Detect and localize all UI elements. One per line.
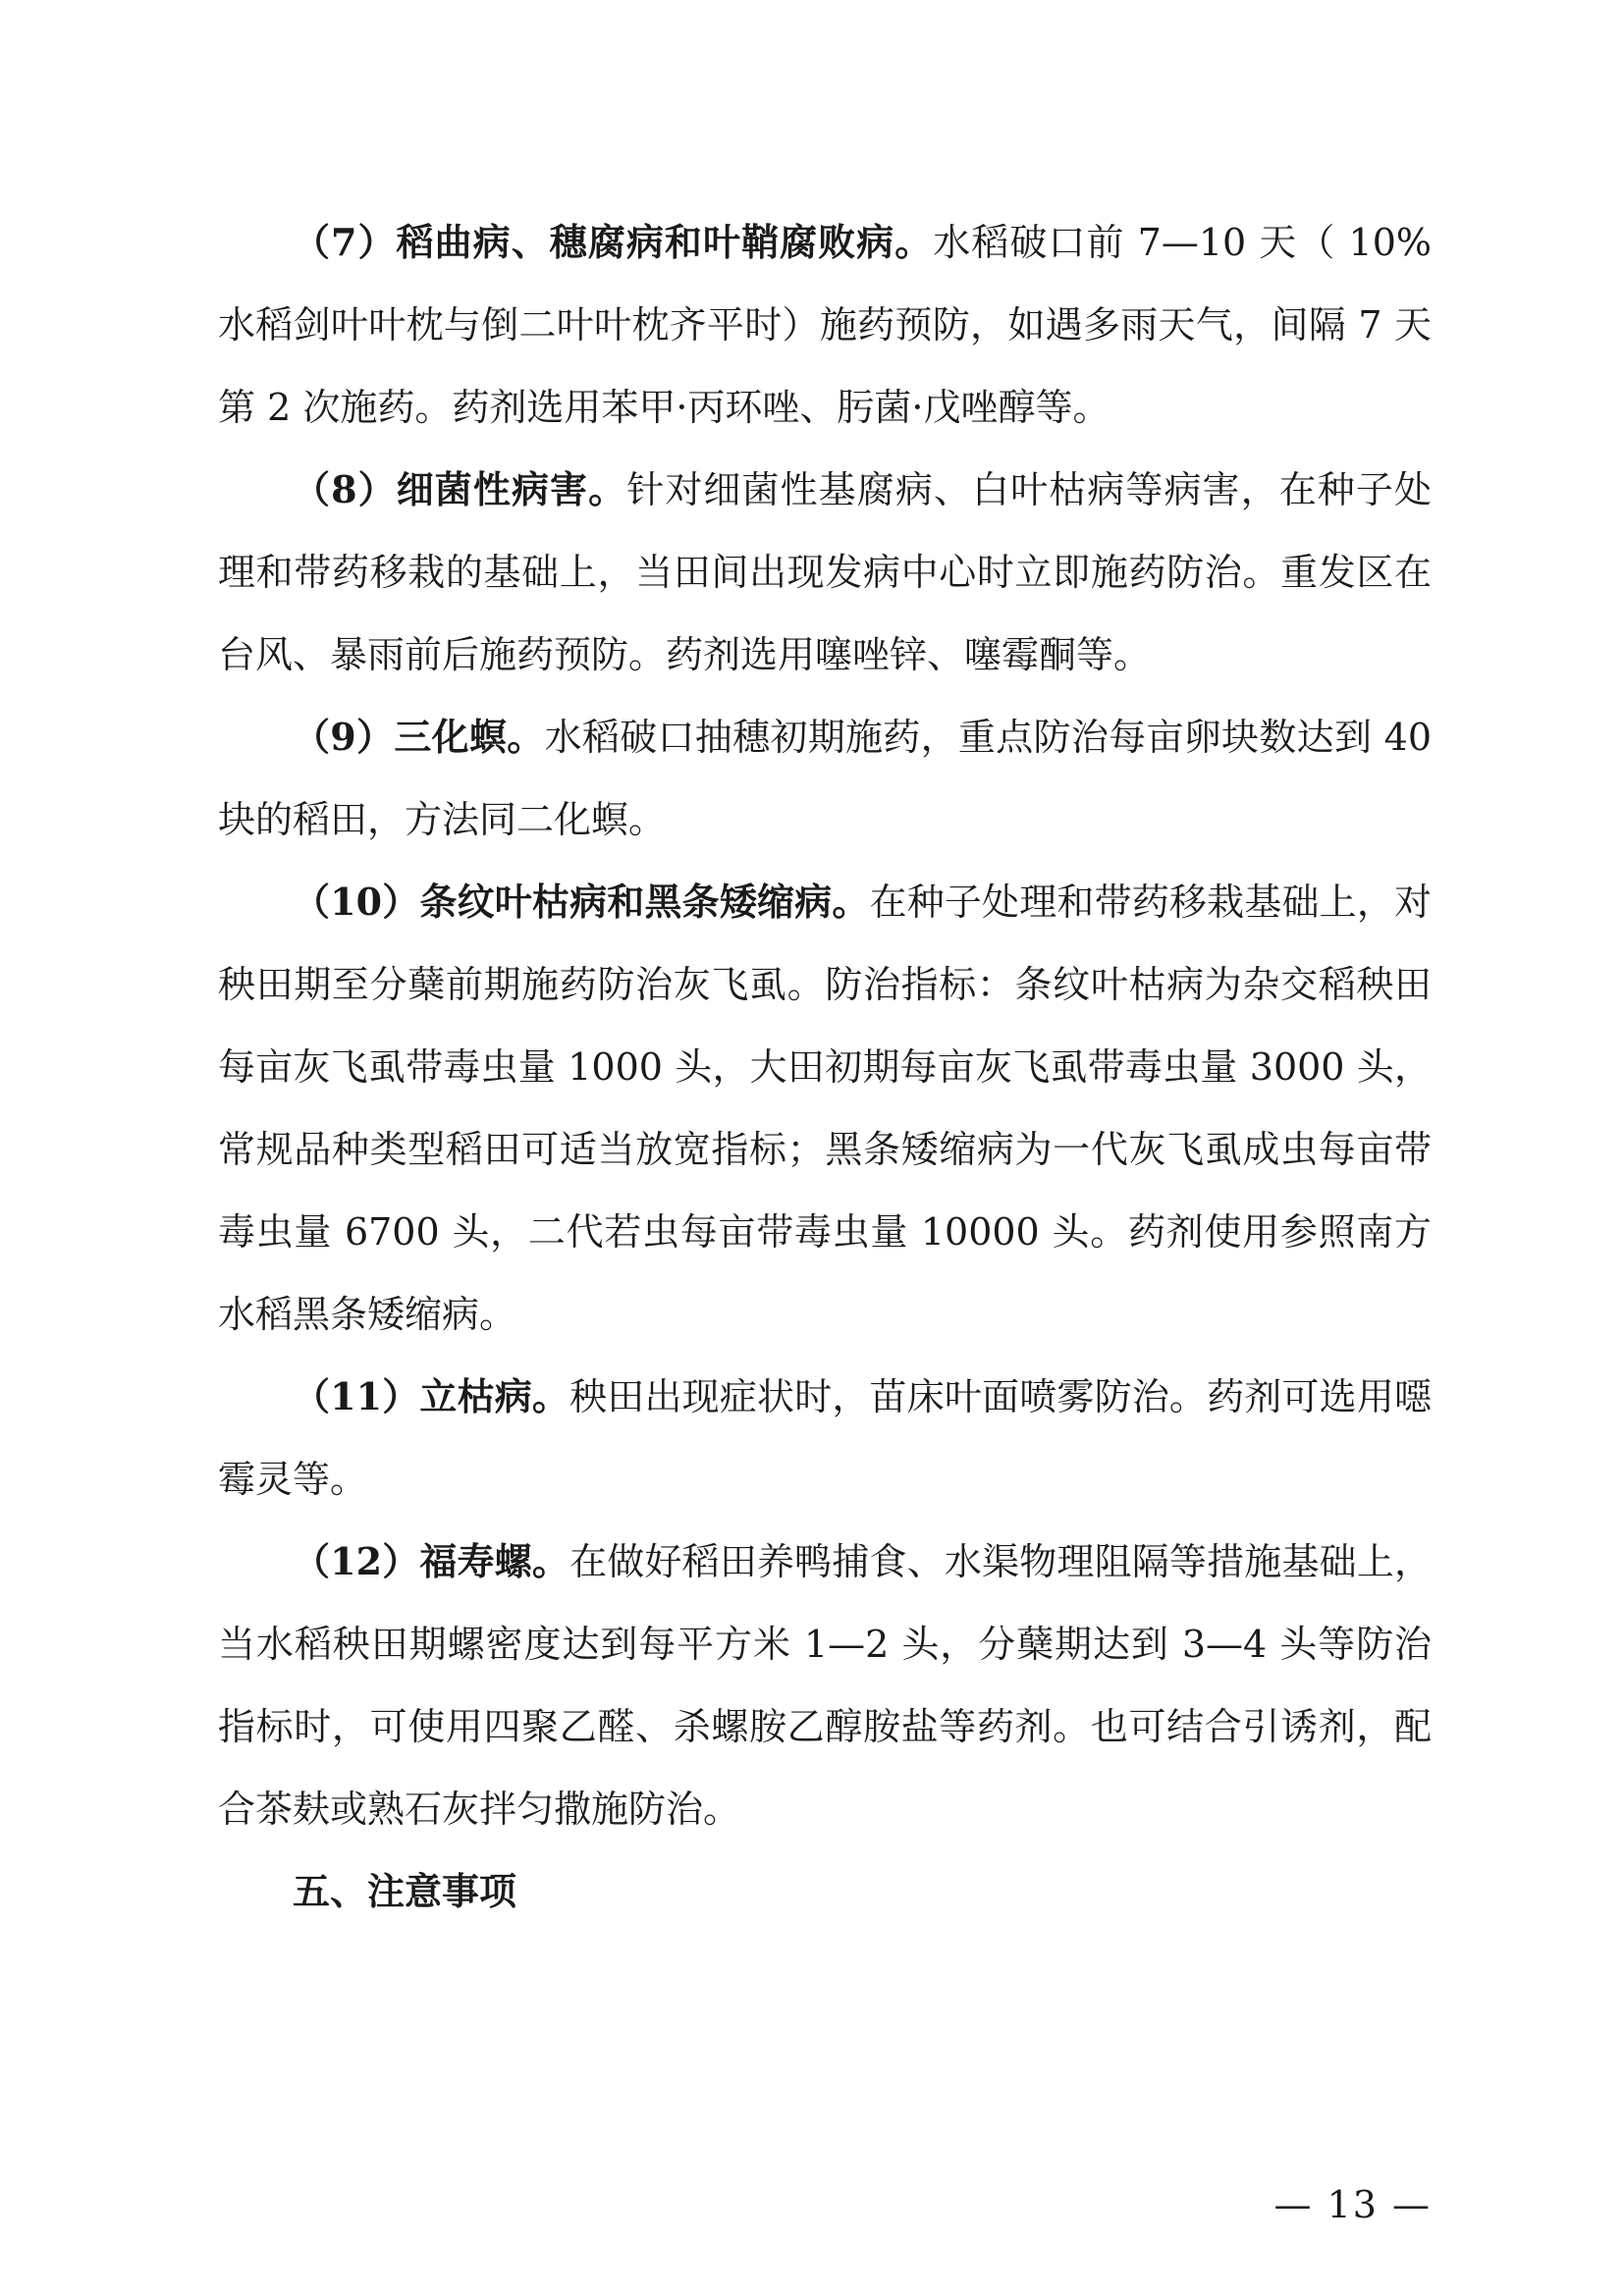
page-number: — 13 —	[1273, 2183, 1432, 2226]
paragraph-text: 秧田出现症状时，苗床叶面喷雾防治。药剂可选用噁霉灵等。	[218, 1375, 1432, 1501]
paragraph-lead: （12）福寿螺。	[293, 1539, 570, 1583]
paragraph-damping-off	[218, 1356, 1432, 1521]
paragraph-text: 水稻破口抽穗初期施药，重点防治每亩卵块数达到 40 块的稻田，方法同二化螟。	[218, 716, 1432, 841]
paragraph-lead: （9）三化螟。	[293, 715, 545, 759]
paragraph-text: 在做好稻田养鸭捕食、水渠物理阻隔等措施基础上，当水稻秧田期螺密度达到每平方米 1—2 头，分蘖期达到 3—4 头等防治指标时，可使用四聚乙醛、杀螺胺乙醇胺盐等药剂。也可结合引诱剂，配合茶麸或熟石灰拌匀撒施防治。	[218, 1540, 1432, 1831]
paragraph-lead: （11）立枯病。	[293, 1374, 570, 1418]
paragraph-stripe-virus	[218, 861, 1432, 1356]
paragraph-lead: （10）条纹叶枯病和黑条矮缩病。	[293, 880, 870, 924]
paragraph-text: 水稻破口前 7—10 天（ 10% 水稻剑叶叶枕与倒二叶叶枕齐平时）施药预防，如遇多雨天气，间隔 7 天第 2 次施药。药剂选用苯甲·丙环唑、肟菌·戊唑醇等。	[218, 221, 1432, 429]
paragraph-text: 在种子处理和带药移栽基础上，对秧田期至分蘖前期施药防治灰飞虱。防治指标：条纹叶枯病为杂交稻秧田每亩灰飞虱带毒虫量 1000 头，大田初期每亩灰飞虱带毒虫量 3000 头，常规品种类型稻田可适当放宽指标；黑条矮缩病为一代灰飞虱成虫每亩带毒虫量 6700 头，二代若虫每亩带毒虫量 10000 头。药剂使用参照南方水稻黑条矮缩病。	[218, 881, 1432, 1336]
document-body	[218, 201, 1432, 1933]
section-heading: 五、注意事项	[293, 1869, 517, 1913]
paragraph-lead: （7）稻曲病、穗腐病和叶鞘腐败病。	[293, 220, 934, 264]
paragraph-bacterial-disease	[218, 449, 1432, 696]
paragraph-rice-false-smut	[218, 201, 1432, 449]
paragraph-text: 针对细菌性基腐病、白叶枯病等病害，在种子处理和带药移栽的基础上，当田间出现发病中心时立即施药防治。重发区在台风、暴雨前后施药预防。药剂选用噻唑锌、噻霉酮等。	[218, 468, 1432, 676]
paragraph-lead: （8）细菌性病害。	[293, 467, 627, 511]
paragraph-yellow-stem-borer	[218, 696, 1432, 861]
paragraph-apple-snail	[218, 1521, 1432, 1850]
